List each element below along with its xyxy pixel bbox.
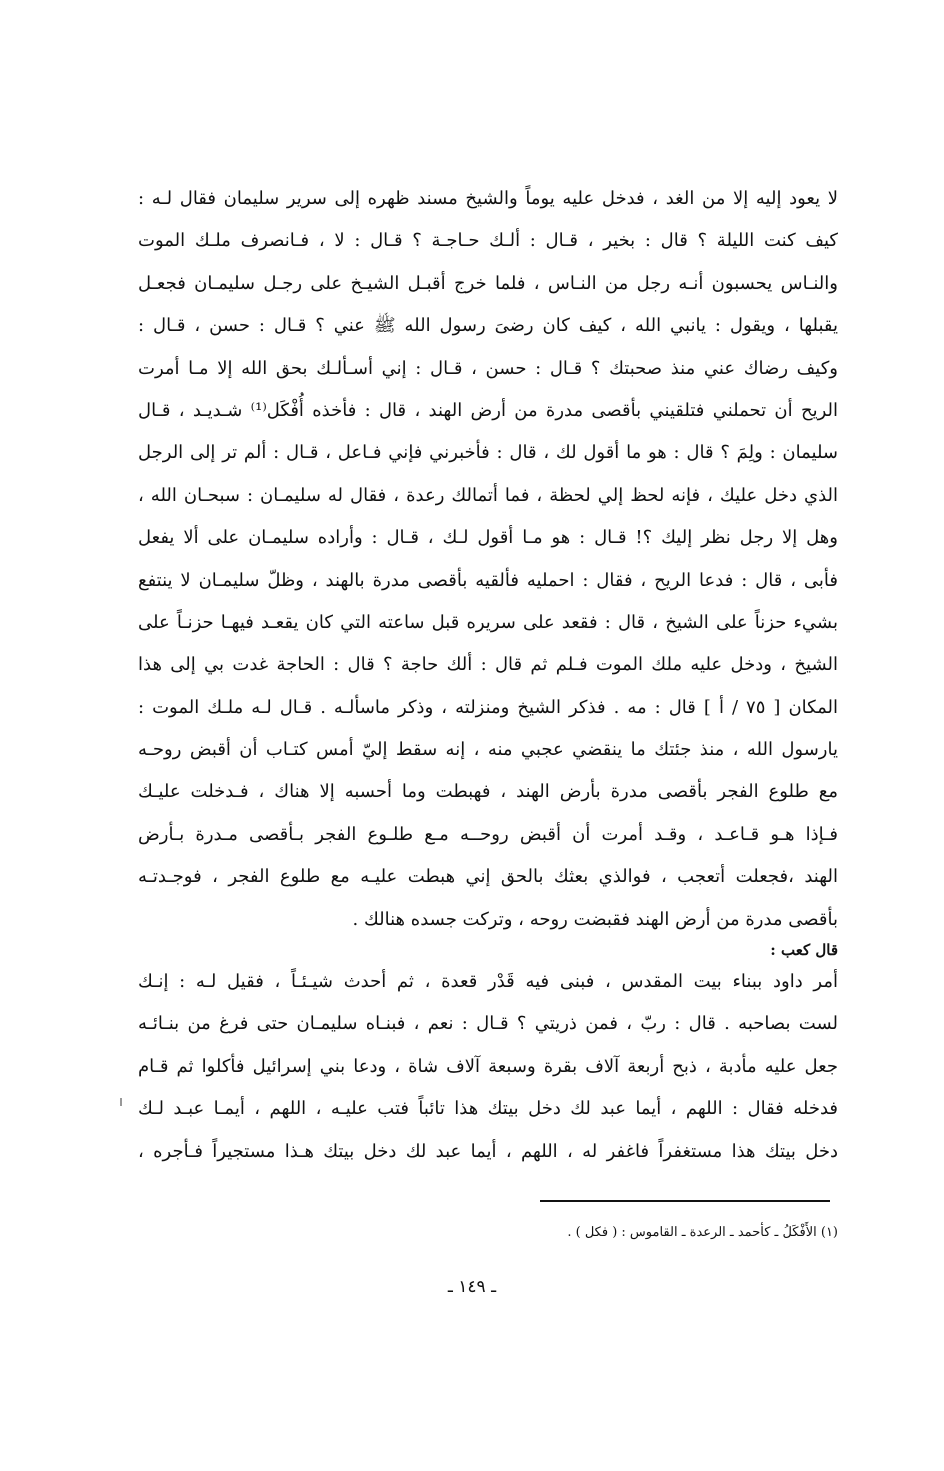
text-line: أمر داود ببناء بيت المقدس ، فبنى فيه قَدْر قعدة ، ثم أحدث شيـئـاً ، فقيل لـه : إنـك: [138, 971, 838, 992]
text-line: جعل عليه مأدبة ، ذبح أربعة آلاف بقرة وسبعة آلاف شاة ، ودعا بني إسرائيل فأكلوا ثم قـام: [138, 1055, 838, 1077]
paragraph-1: [138, 178, 838, 941]
text-line: كيف كنت الليلة ؟ قال : بخير ، قـال : ألـك حـاجـة ؟ قـال : لا ، فـانصرف ملـك الموت: [138, 230, 838, 252]
text-line: وكيف رضاك عني منذ صحبتك ؟ قـال : حسن ، قـال : إني أسـألـك بحق الله إلا مـا أمرت: [138, 357, 838, 379]
text-line: الشيخ ، ودخل عليه ملك الموت فـلم ثم قال : ألك حاجة ؟ قال : الحاجة غدت بي إلى هذا: [138, 654, 838, 676]
text-line: وهل إلا رجل نظر إليك ؟! قـال : هو مـا أقول لـك ، قـال : وأراده سليمـان على ألا يفعل: [138, 527, 838, 549]
text-line: فـإذا هـو قـاعـد ، وقـد أمرت أن أقبض روحــه مـع طلـوع الفجر بـأقصى مـدرة بـأرض: [138, 823, 838, 845]
text-line: سليمان : ولِمَ ؟ قال : هو ما أقول لك ، قال : فأخبرني فإني فـاعل ، قـال : ألم تر إلى الرجل: [138, 442, 838, 464]
text-line: الهند ،فجعلت أتعجب ، فوالذي بعثك بالحق إني هبطت عليـه مع طلوع الفجر ، فوجـدتـه: [138, 866, 838, 888]
paragraph-2: [138, 961, 838, 1173]
text-line: بأقصى مدرة من أرض الهند فقبضت روحه ، وتركت جسده هنالك .: [352, 908, 838, 930]
text-line: الريح أن تحملني فتلقيني بأقصى مدرة من أرض الهند ، قال : فأخذه أُفْكَل⁽¹⁾ شـديـد ، قـال: [138, 399, 838, 421]
margin-mark: [120, 1098, 122, 1106]
text-line: فدخله فقال : اللهم ، أيما عبد لك دخل بيتك هذا تائباً فتب عليـه ، اللهم ، أيمـا عبـد لـك: [138, 1098, 838, 1120]
text-line: لست بصاحبه . قال : ربّ ، فمن ذريتي ؟ قـال : نعم ، فبنـاه سليمـان حتى فرغ من بنـائـه: [138, 1013, 838, 1035]
text-line: يقبلها ، ويقول : يانبي الله ، كيف كان رضىَ رسول الله ﷺ عني ؟ قـال : حسن ، قـال :: [138, 315, 838, 337]
text-line: يارسول الله ، منذ جئتك ما ينقضي عجبي منه ، إنه سقط إليّ أمس كتـاب أن أقبض روحـه: [138, 739, 838, 761]
text-line: دخل بيتك هذا مستغفراً فاغفر له ، اللهم ، أيما عبد لك دخل بيتك هـذا مستجيراً فـأجره ،: [138, 1140, 838, 1162]
page-number: ـ ١٤٩ ـ: [447, 1277, 497, 1297]
text-line: بشيء حزناً على الشيخ ، قال : فقعد على سريره قبل ساعته التي كان يقعـد فيهـا حزنـاً على: [138, 611, 838, 633]
text-line: الذي دخل عليك ، فإنه لحظ إلي لحظة ، فما أتمالك رعدة ، فقال له سليمـان : سبحـان الله ،: [138, 484, 838, 506]
text-line: المكان [ ٧٥ / أ ] قال : مه . فذكر الشيخ ومنزلته ، وذكر ماسألـه . قـال لـه ملـك الموت :: [138, 696, 838, 718]
text-line: فأبى ، قال : فدعا الريح ، فقال : احمليه فألقيه بأقصى مدرة بالهند ، وظلّ سليمـان لا ينتفع: [138, 569, 838, 591]
footnote-divider: [540, 1200, 830, 1202]
footnote: (١) الأَفْكَلُ ـ كأحمد ـ الرعدة ـ القاموس : ( فكل ) .: [567, 1225, 838, 1240]
text-line: لا يعود إليه إلا من الغد ، فدخل عليه يوماً والشيخ مسند ظهره إلى سرير سليمان فقال لـه :: [138, 188, 838, 209]
text-line: مع طلوع الفجر بأقصى مدرة بأرض الهند ، فهبطت وما أحسبه إلا هناك ، فـدخلت عليـك: [138, 781, 838, 803]
text-line: والنـاس يحسبون أنـه رجل من النـاس ، فلما خرج أقبـل الشيـخ على رجـل سليمـان فجعـل: [138, 272, 838, 294]
section-heading: قال كعب :: [770, 941, 838, 959]
